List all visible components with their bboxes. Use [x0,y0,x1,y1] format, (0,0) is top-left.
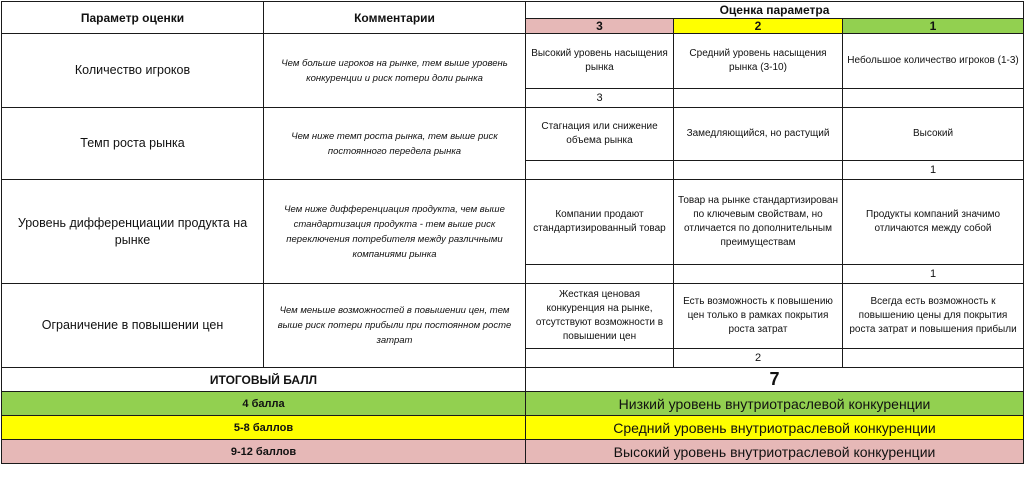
option-cell: Небольшое количество игроков (1-3) [843,34,1024,89]
option-cell: Продукты компаний значимо отличаются между собой [843,180,1024,265]
total-row [2,368,1024,392]
score-level-2: 2 [674,19,843,34]
option-cell: Средний уровень насыщения рынка (3-10) [674,34,843,89]
level-description: Низкий уровень внутриотраслевой конкуренции [526,392,1024,416]
option-cell: Есть возможность к повышению цен только в рамках покрытия роста затрат [674,284,843,349]
score-input-cell[interactable] [526,161,674,180]
score-level-1: 1 [843,19,1024,34]
level-description: Высокий уровень внутриотраслевой конкуренции [526,440,1024,464]
table-row [2,180,1024,265]
score-level-3: 3 [526,19,674,34]
score-input-cell[interactable]: 1 [843,161,1024,180]
level-description: Средний уровень внутриотраслевой конкуренции [526,416,1024,440]
level-range: 5-8 баллов [2,416,526,440]
total-value: 7 [526,368,1024,392]
option-cell: Высокий уровень насыщения рынка [526,34,674,89]
comment-cell: Чем больше игроков на рынке, тем выше уровень конкуренции и риск потери доли рынка [264,34,526,108]
option-cell: Всегда есть возможность к повышению цены для покрытия роста затрат и повышения прибыли [843,284,1024,349]
level-row-mid [2,416,1024,440]
comment-cell: Чем меньше возможностей в повышении цен, тем выше риск потери прибыли при постоянном росте затрат [264,284,526,368]
score-input-cell[interactable] [843,349,1024,368]
level-row-low [2,392,1024,416]
option-cell: Замедляющийся, но растущий [674,108,843,161]
option-cell: Товар на рынке стандартизирован по ключевым свойствам, но отличается по дополнительным преимуществам [674,180,843,265]
option-cell: Жесткая ценовая конкуренция на рынке, отсутствуют возможности в повышении цен [526,284,674,349]
option-cell: Компании продают стандартизированный товар [526,180,674,265]
competition-assessment-table [1,1,1024,464]
score-input-cell[interactable] [843,89,1024,108]
table-row [2,284,1024,349]
score-input-cell[interactable] [674,161,843,180]
level-range: 4 балла [2,392,526,416]
score-input-cell[interactable]: 2 [674,349,843,368]
level-row-high [2,440,1024,464]
table-row [2,108,1024,161]
header-row [2,2,1024,19]
score-input-cell[interactable]: 1 [843,265,1024,284]
comment-cell: Чем ниже темп роста рынка, тем выше риск постоянного передела рынка [264,108,526,180]
option-cell: Стагнация или снижение объема рынка [526,108,674,161]
score-input-cell[interactable] [674,265,843,284]
parameter-cell: Количество игроков [2,34,264,108]
score-input-cell[interactable] [526,349,674,368]
header-score: Оценка параметра [526,2,1024,19]
parameter-cell: Ограничение в повышении цен [2,284,264,368]
total-label: ИТОГОВЫЙ БАЛЛ [2,368,526,392]
score-input-cell[interactable] [674,89,843,108]
header-parameter: Параметр оценки [2,2,264,34]
parameter-cell: Темп роста рынка [2,108,264,180]
header-comments: Комментарии [264,2,526,34]
level-range: 9-12 баллов [2,440,526,464]
score-input-cell[interactable]: 3 [526,89,674,108]
score-input-cell[interactable] [526,265,674,284]
parameter-cell: Уровень дифференциации продукта на рынке [2,180,264,284]
table-row [2,34,1024,89]
comment-cell: Чем ниже дифференциация продукта, чем выше стандартизация продукта - тем выше риск переключения потребителя между различными компаниями рынка [264,180,526,284]
option-cell: Высокий [843,108,1024,161]
